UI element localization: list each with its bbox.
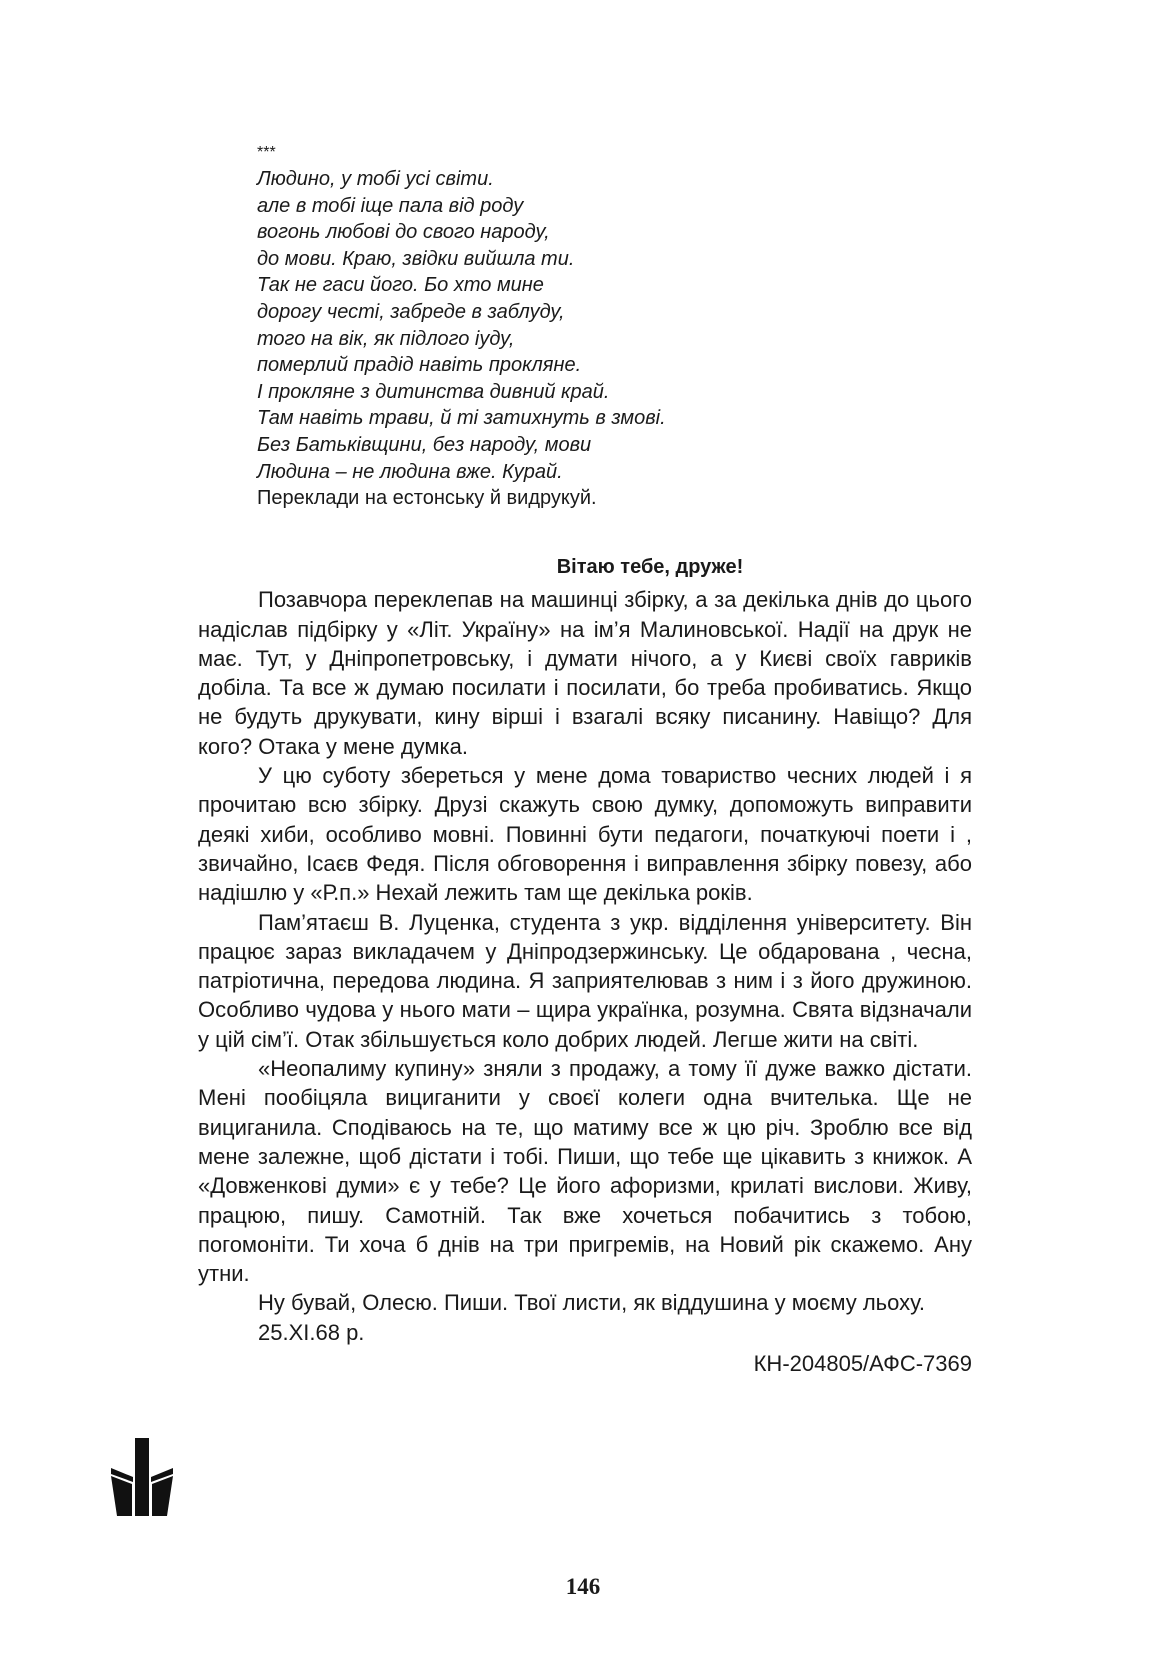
letter [198, 553, 972, 1378]
letter-paragraph: «Неопалиму купину» зняли з продажу, а тому її дуже важко дістати. Мені пообіцяла вициганити у своєї колеги одна вчителька. Ще не вициганила. Сподіваюсь на те, що матиму все ж цю річ. Зроблю все від мене залежне, щоб дістати і тобі. Пиши, що тебе ще цікавить з книжок. А «Довженкові думи» є у тебе? Це його афоризми, крилаті вислови. Живу, працюю, пишу. Самотній. Так вже хочеться побачитись з тобою, погомоніти. Ти хоча б днів на три пригремів, на Новий рік скажемо. Ану утни. [198, 1056, 972, 1287]
poem [257, 140, 817, 512]
poem-line: Там навіть трави, й ті затихнуть в змові. [257, 407, 666, 430]
letter-paragraph: Ну бувай, Олесю. Пиши. Твої листи, як віддушина у моєму льоху. [258, 1290, 926, 1316]
poem-line: Людино, у тобі усі світи. [257, 168, 494, 190]
poem-line: померлий прадід навіть прокляне. [257, 354, 582, 377]
archive-code: КН-204805/АФС-7369 [753, 1351, 972, 1377]
poem-line: І прокляне з дитинства дивний край. [257, 380, 610, 403]
poem-line: Без Батьківщини, без народу, мови [257, 433, 592, 456]
publisher-logo-icon [111, 1438, 173, 1516]
poem-line: вогонь любові до свого народу, [257, 221, 550, 244]
letter-paragraph: Пам’ятаєш В. Луценка, студента з укр. відділення університету. Він працює зараз викладачем у Дніпродзержинську. Це обдарована , чесна, патріотична, передова людина. Я заприятелював з ним і з його дружиною. Особливо чудова у нього мати – щира українка, розумна. Свята відзначали у цій сім’ї. Отак збільшується коло добрих людей. Легше жити на світі. [198, 909, 972, 1052]
page-number: 146 [565, 1574, 601, 1599]
poem-line: Переклади на естонську й видрукуй. [257, 487, 597, 510]
letter-date: 25.ХІ.68 р. [258, 1319, 365, 1345]
poem-line: Так не гаси його. Бо хто мине [257, 274, 544, 297]
letter-paragraph: У цю суботу збереться у мене дома товариство чесних людей і я прочитаю всю збірку. Друзі скажуть свою думку, допоможуть виправити деякі хиби, особливо мовні. Повинні бути педагоги, початкуючі поети і , звичайно, Ісаєв Федя. Після обговорення і виправлення збірку повезу, або надішлю у «Р.п.» Нехай лежить там ще декілька років. [198, 763, 972, 906]
poem-separator: *** [257, 144, 276, 161]
poem-line: до мови. Краю, звідки вийшла ти. [257, 247, 575, 270]
poem-line: того на вік, як підлого іуду, [257, 327, 515, 350]
poem-line: дорогу честі, забреде в заблуду, [257, 300, 565, 323]
poem-line: але в тобі іще пала від роду [257, 194, 524, 217]
poem-line: Людина – не людина вже. Курай. [257, 460, 563, 483]
letter-greeting: Вітаю тебе, друже! [556, 556, 744, 578]
letter-paragraph: Позавчора переклепав на машинці збірку, а за декілька днів до цього надіслав підбірку у «Літ. Україну» на ім’я Малиновської. Надії на друк не має. Тут, у Дніпропетровську, і думати нічого, а у Києві своїх гавриків добіла. Та все ж думаю посилати і посилати, бо треба пробиватись. Якщо не будуть друкувати, кину вірші і взагалі всяку писанину. Навіщо? Для кого? Отака у мене думка. [198, 587, 972, 759]
